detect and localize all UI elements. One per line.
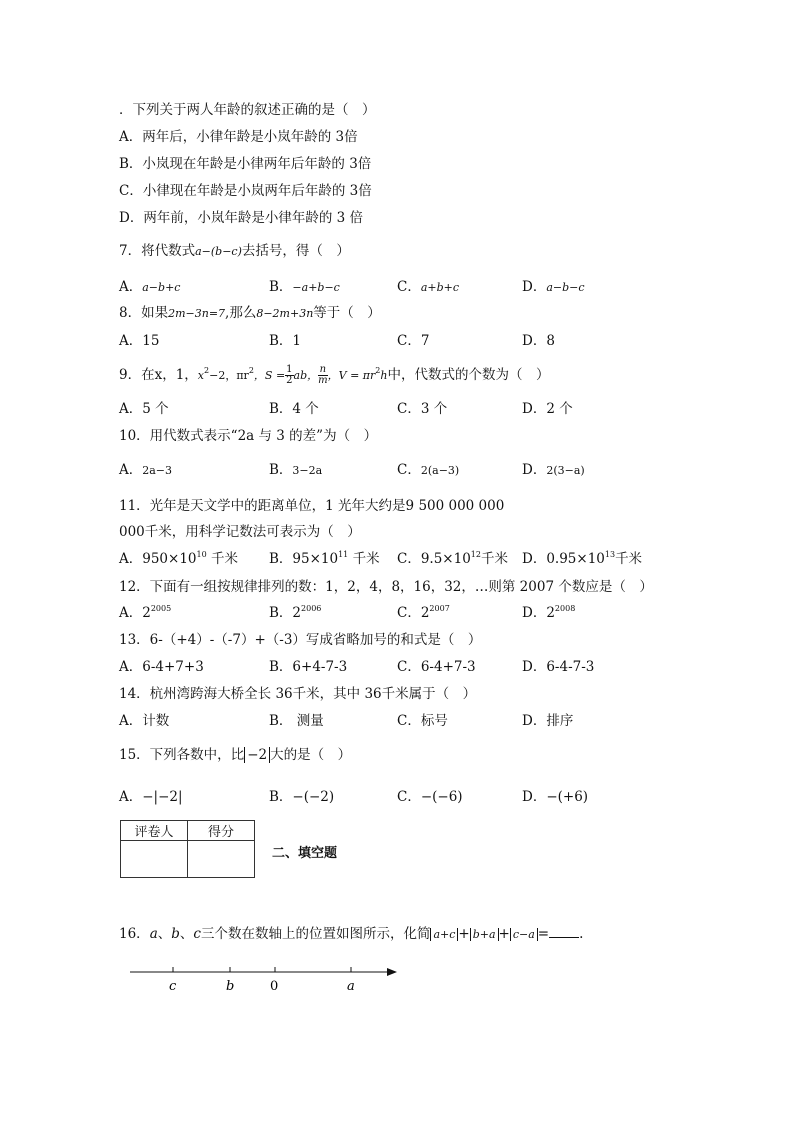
q11-option-c: C．$9.5\times 10^{12}$千米	[397, 550, 508, 567]
q15-option-d: D．−(+6)	[522, 789, 589, 805]
q6-option-b: B．小岚现在年龄是小律两年后年龄的 3倍	[119, 156, 372, 172]
q9-option-c: C．3 个	[397, 401, 448, 417]
q9-option-a: A．5 个	[119, 401, 169, 417]
q14-option-b: B． 测量	[269, 713, 324, 729]
label-b: b	[226, 979, 235, 994]
q9-fraction-n-over-m: $\frac{n}{m}$	[318, 364, 328, 386]
score-table-score-cell[interactable]	[188, 841, 255, 878]
q15-stem: 15．下列各数中，比 −2 大的是（ ）	[119, 747, 352, 763]
q13-stem: 13．6-（+4）-（-7）+（-3）写成省略加号的和式是（ ）	[119, 632, 482, 648]
q6-option-a: A．两年后，小律年龄是小岚年龄的 3倍	[119, 129, 358, 145]
q15-option-a: A．−|−2|	[119, 789, 183, 805]
q13-option-c: C．6-4+7-3	[397, 659, 476, 675]
q8-option-c: C．7	[397, 333, 430, 349]
q7-post: 去括号，得（ ）	[241, 243, 350, 259]
score-table-score-header: 得分	[188, 821, 255, 841]
q14-option-d: D．排序	[522, 713, 574, 729]
q10-option-c: C．2(a−3)	[397, 462, 460, 478]
q8-expression-2: 8−2m+3n	[256, 307, 314, 320]
q12-option-b: B．$2^{2006}$	[269, 604, 322, 621]
q7-pre: 7．将代数式	[119, 243, 196, 259]
q8-option-a: A．15	[119, 333, 160, 349]
label-c: c	[169, 979, 177, 994]
q8-stem: 8．如果2m−3n=7,那么8−2m+3n等于（ ）	[119, 305, 381, 321]
q7-option-b: B．−a+b−c	[269, 279, 340, 295]
q10-option-d: D．2(3−a)	[522, 462, 585, 478]
q11-stem-line2: 000千米，用科学记数法可表示为（ ）	[119, 524, 361, 540]
q11-stem-line1: 11．光年是天文学中的距离单位，1 光年大约是9 500 000 000	[119, 498, 505, 514]
q14-stem: 14．杭州湾跨海大桥全长 36千米，其中 36千米属于（ ）	[119, 686, 477, 702]
q14-option-c: C．标号	[397, 713, 448, 729]
q14-option-a: A．计数	[119, 713, 170, 729]
q13-option-d: D．6-4-7-3	[522, 659, 595, 675]
q13-option-a: A．6-4+7+3	[119, 659, 204, 675]
q7-option-a: A．a−b+c	[119, 279, 181, 295]
q6-option-c: C．小律现在年龄是小岚两年后年龄的 3倍	[119, 183, 372, 199]
section-title: 二、填空题	[272, 846, 338, 861]
q10-option-a: A．2a−3	[119, 462, 173, 478]
number-line-arrow	[387, 968, 397, 976]
label-a: a	[347, 979, 355, 994]
number-line	[125, 960, 405, 1000]
q11-option-b: B．$95\times 10^{11}$ 千米	[269, 550, 380, 567]
answer-blank[interactable]	[549, 925, 579, 938]
q15-absolute-value: −2	[244, 747, 270, 763]
q10-stem: 10．用代数式表示“2a 与 3 的差”为（ ）	[119, 428, 378, 444]
q7-option-d: D．a−b−c	[522, 279, 585, 295]
q12-option-d: D．$2^{2008}$	[522, 604, 576, 621]
q15-option-c: C．−(−6)	[397, 789, 463, 805]
q9-fraction-half: $\frac{1}{2}$	[286, 364, 293, 386]
q7-expression: a−(b−c)	[195, 245, 242, 258]
q16-stem: 16．a、b、c三个数在数轴上的位置如图所示，化简 a+c + b+a + c−a = .	[119, 926, 584, 942]
q11-option-d: D．$0.95\times 10^{13}$千米	[522, 550, 643, 567]
q11-option-a: A．$950\times 10^{10}$ 千米	[119, 550, 238, 567]
q9-stem: 9．在x，1，$x^2-2$，$\pi r^2$，S = $\frac{1}{2}$ ab， $\frac{n}{m}$ ，$V = \pi r^2h$中，代数式的个数为（ ）	[119, 364, 550, 386]
q10-option-b: B．3−2a	[269, 462, 323, 478]
q15-option-b: B．−(−2)	[269, 789, 335, 805]
q8-option-b: B．1	[269, 333, 302, 349]
q7-option-c: C．a+b+c	[397, 279, 460, 295]
q6-stem: ．下列关于两人年龄的叙述正确的是（ ）	[119, 102, 376, 118]
q8-expression-1: 2m−3n=7	[168, 307, 226, 320]
q12-option-c: C．$2^{2007}$	[397, 604, 450, 621]
q8-option-d: D．8	[522, 333, 555, 349]
q12-option-a: A．$2^{2005}$	[119, 604, 172, 621]
score-table-grader-cell[interactable]	[121, 841, 188, 878]
score-table-grader-header: 评卷人	[121, 821, 188, 841]
label-0: 0	[270, 979, 279, 994]
score-table	[120, 820, 255, 878]
q6-option-d: D．两年前，小岚年龄是小律年龄的 3 倍	[119, 210, 363, 226]
q9-option-b: B．4 个	[269, 401, 319, 417]
q12-stem: 12．下面有一组按规律排列的数：1，2，4，8，16，32，…则第 2007 个数应是（ ）	[119, 579, 653, 595]
q9-option-d: D．2 个	[522, 401, 573, 417]
q13-option-b: B．6+4-7-3	[269, 659, 348, 675]
q7-stem	[119, 242, 350, 261]
